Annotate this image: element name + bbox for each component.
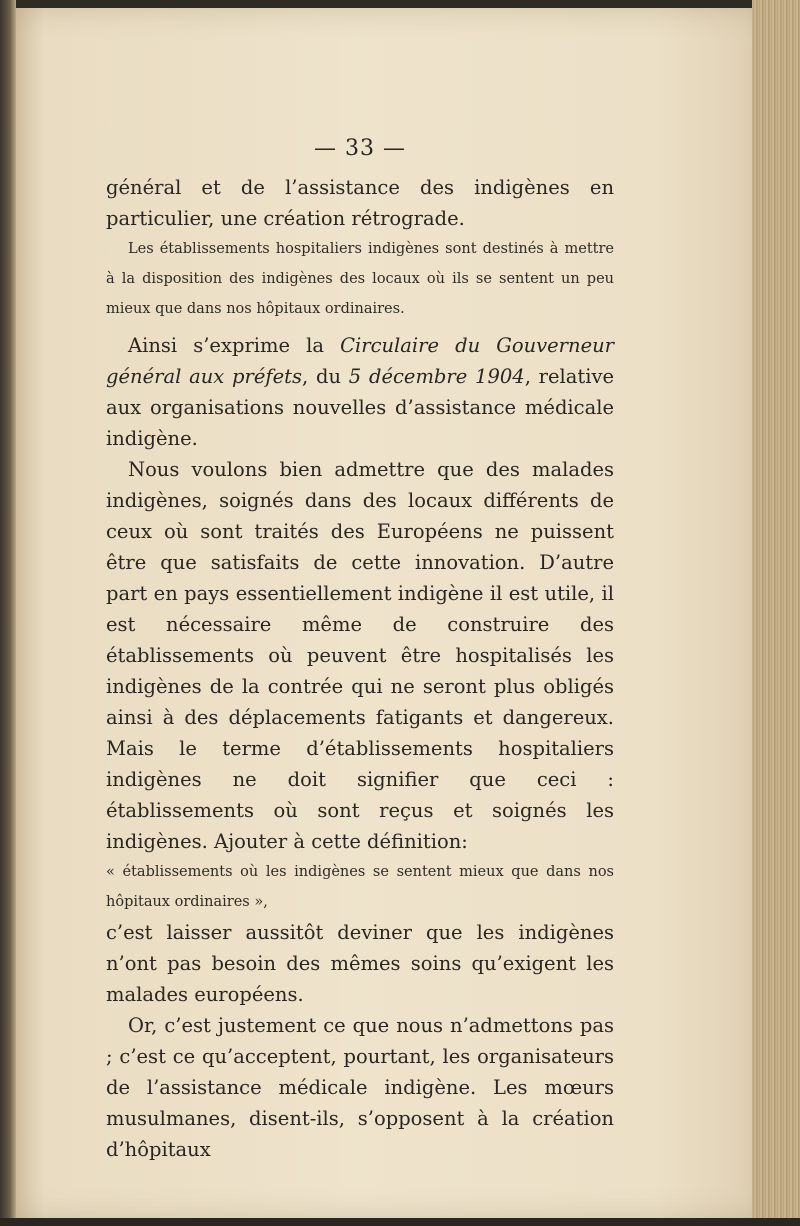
paragraph-2	[106, 330, 614, 454]
book-spine-shadow	[0, 0, 16, 1226]
paragraph-4: c’est laisser aussitôt deviner que les indigènes n’ont pas besoin des mêmes soins qu’exigent les malades européens.	[106, 921, 614, 1006]
paragraph-3: Nous voulons bien admettre que des malades indigènes, soignés dans des locaux différents de ceux où sont traités des Européens ne puissent être que satisfaits de cette innovation. D’autre part en pays essentiellement indigène il est utile, il est nécessaire même de construire des établissements où peuvent être hospitalisés les indigènes de la contrée qui ne seront plus obligés ainsi à des déplacements fatigants et dangereux. Mais le terme d’établissements hospitaliers indigènes ne doit signifier que ceci : établissements où sont reçus et soignés les indigènes. Ajouter à cette définition:	[106, 458, 614, 853]
text-block	[106, 134, 614, 1165]
circular-date: 5 décembre 1904	[348, 365, 525, 388]
paragraph-2-after: , relative aux organisations nouvelles d’assistance médicale indigène.	[106, 365, 615, 450]
paragraph-2-middle: , du	[301, 365, 349, 388]
circular-title: Circulaire du Gouverneur général aux préfets	[106, 334, 614, 388]
page-edges	[752, 0, 800, 1226]
page-number: — 33 —	[314, 136, 406, 161]
bottom-edge	[0, 1218, 800, 1226]
paragraph-1: général et de l’assistance des indigènes en particulier, une création rétrograde.	[106, 176, 614, 230]
quoted-paragraph-2: « établissements où les indigènes se sentent mieux que dans nos hôpitaux ordinaires »,	[106, 864, 614, 910]
paragraph-2-before: Ainsi s’exprime la	[128, 334, 341, 357]
paragraph-5: Or, c’est justement ce que nous n’admettons pas ; c’est ce qu’acceptent, pourtant, les organisateurs de l’assistance médicale indigène. Les mœurs musulmanes, disent-ils, s’opposent à la création d’hôpitaux	[106, 1014, 614, 1161]
quoted-paragraph-1: Les établissements hospitaliers indigènes sont destinés à mettre à la disposition des indigènes des locaux où ils se sentent un peu mieux que dans nos hôpitaux ordinaires.	[106, 241, 614, 317]
